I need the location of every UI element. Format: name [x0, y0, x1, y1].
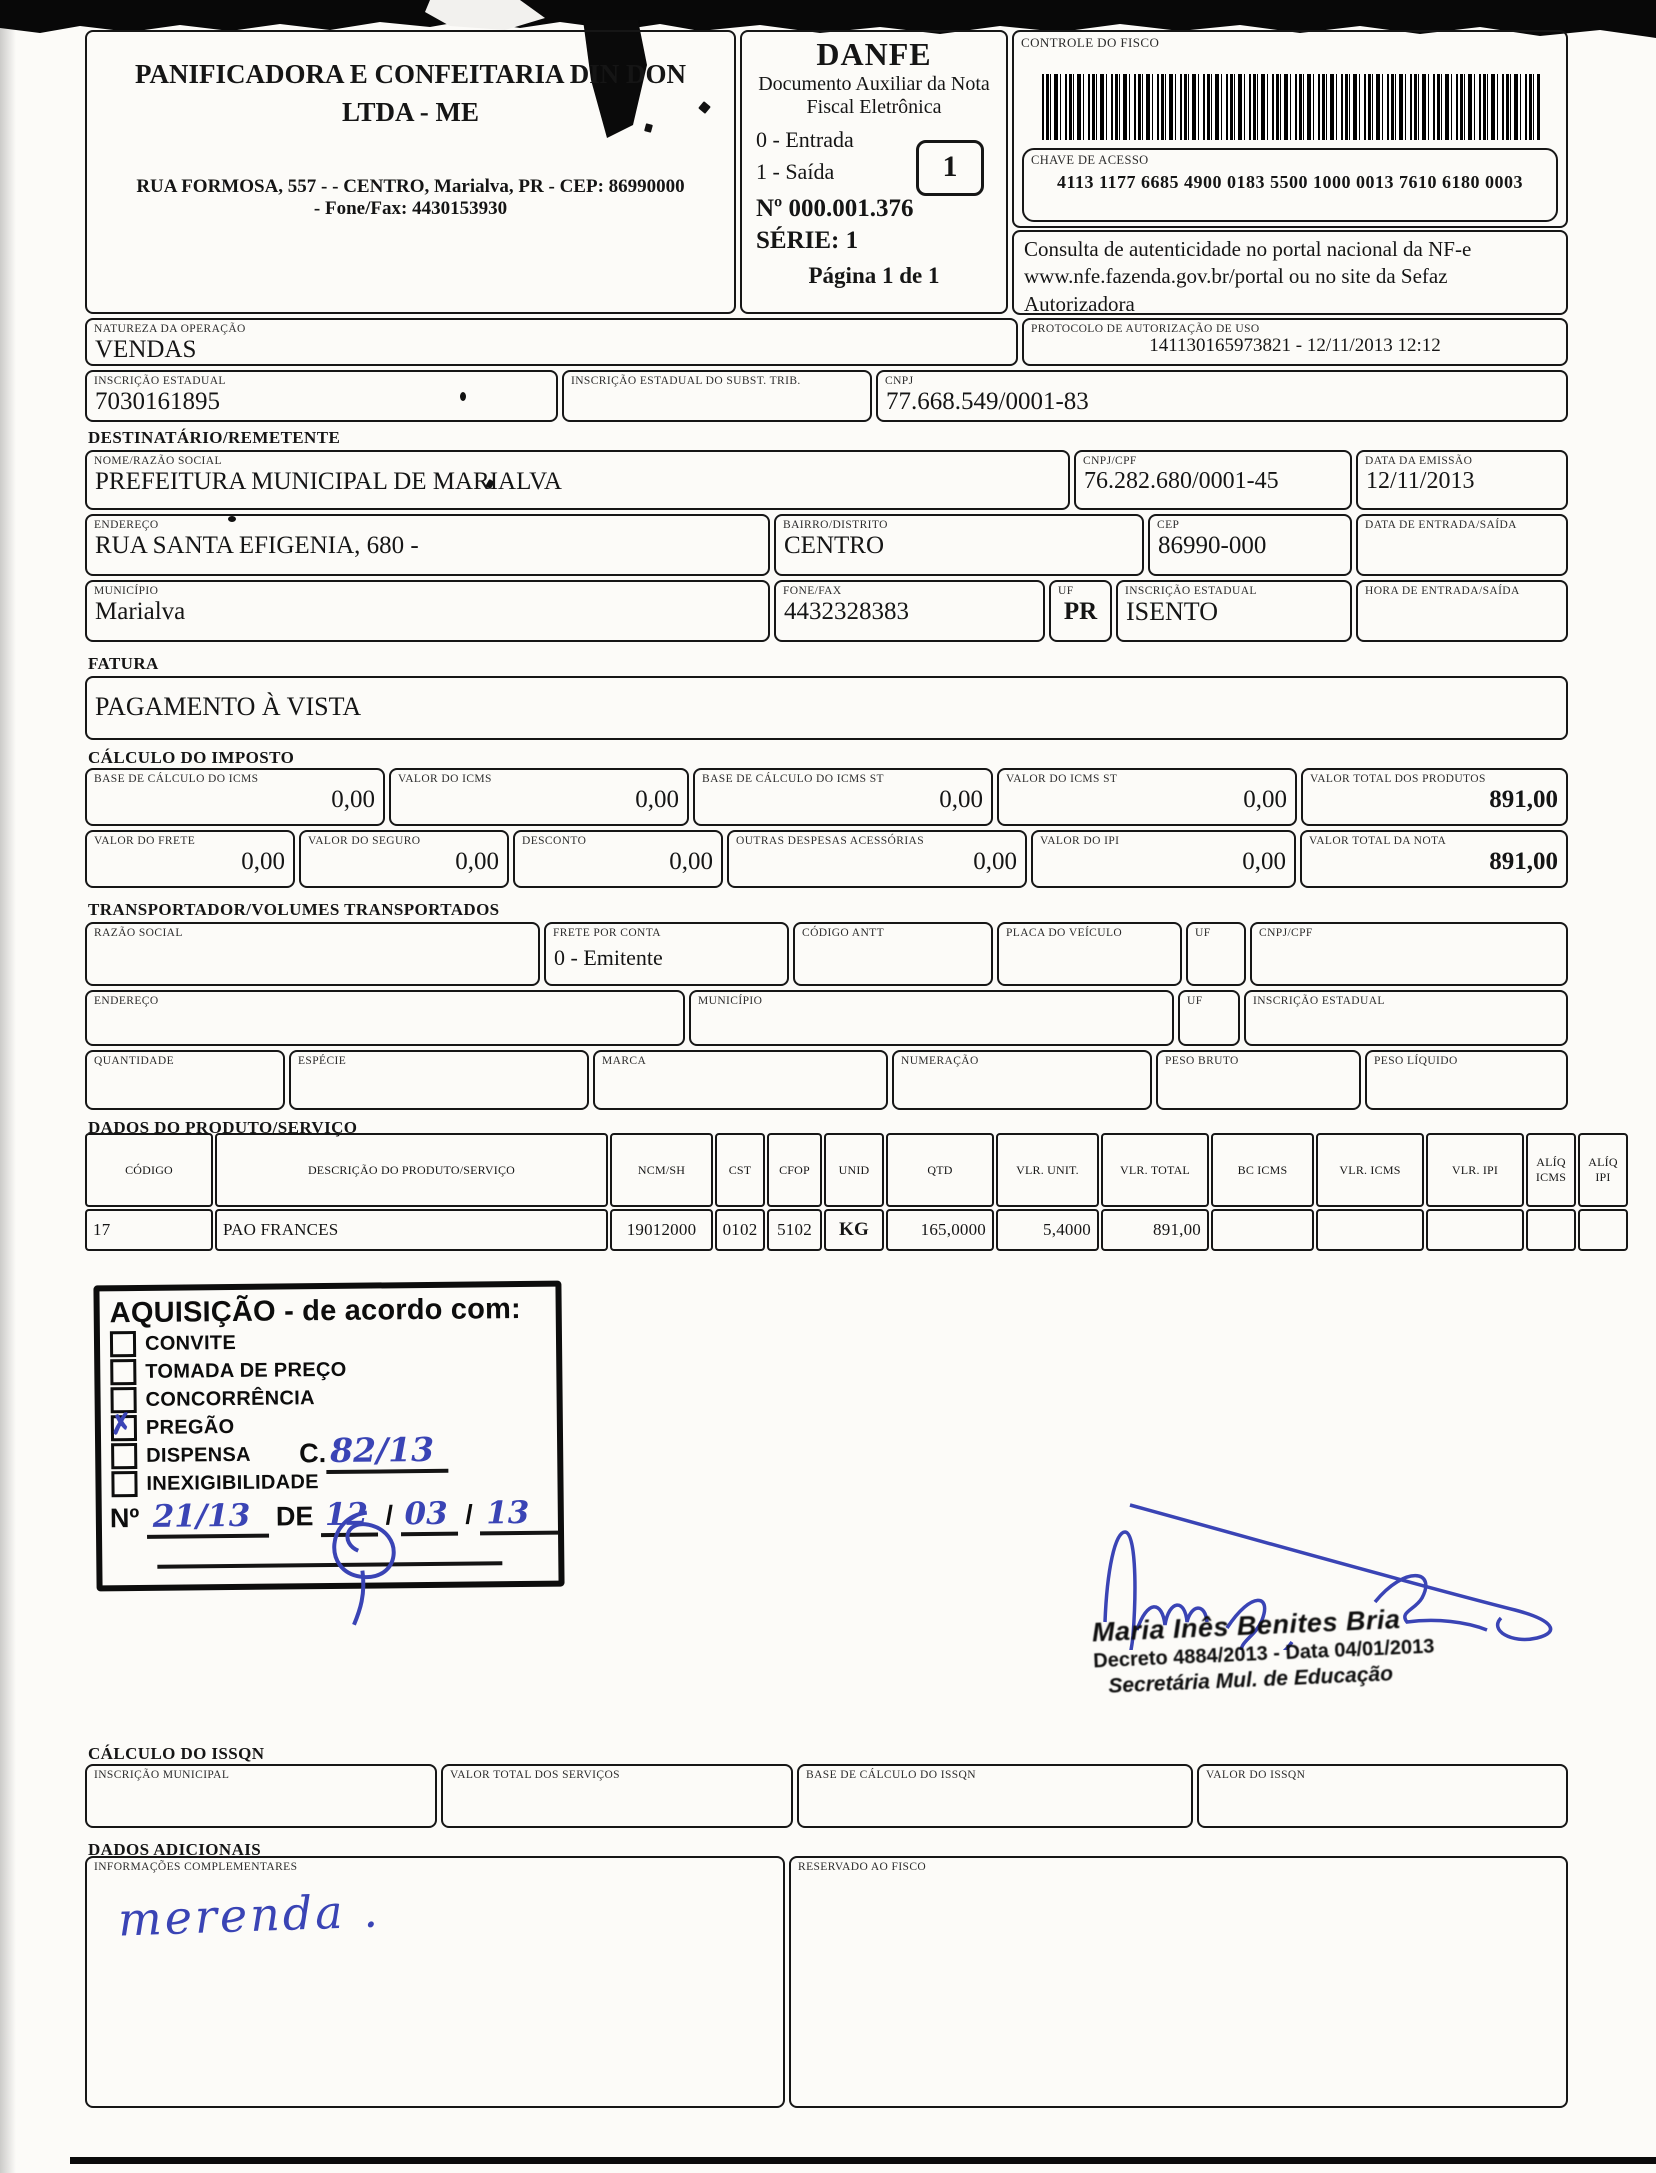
stamp-contract-entry	[299, 1430, 448, 1471]
section-produtos: DADOS DO PRODUTO/SERVIÇO	[88, 1118, 358, 1137]
acquisition-stamp	[93, 1281, 564, 1592]
checkbox-tomada[interactable]	[110, 1359, 136, 1385]
danfe-saida-option: 1 - Saída	[756, 159, 835, 184]
checkbox-label: DISPENSA	[146, 1443, 251, 1467]
cell-aliq-icms	[1526, 1209, 1576, 1251]
field-value	[1367, 1067, 1566, 1068]
consulta-box	[1012, 230, 1568, 315]
field-label: VALOR DO ICMS	[398, 773, 492, 785]
field-label: CNPJ/CPF	[1259, 927, 1313, 939]
year-handwritten: 13	[480, 1495, 558, 1536]
field-value: 0,00	[939, 786, 983, 813]
field-label: UF	[1058, 585, 1074, 597]
field-value	[1358, 531, 1566, 532]
field-value: Marialva	[95, 598, 186, 625]
field-transp-uf	[1186, 922, 1246, 986]
field-value: 77.668.549/0001-83	[886, 388, 1089, 415]
field-transp-municipio	[689, 990, 1174, 1046]
field-placa-veiculo	[997, 922, 1182, 986]
field-label: VALOR DO ISSQN	[1206, 1769, 1306, 1781]
field-value: VENDAS	[95, 336, 197, 363]
slash: /	[385, 1500, 394, 1531]
field-data-emissao	[1356, 450, 1568, 510]
product-table-header	[85, 1133, 1630, 1207]
field-value	[894, 1067, 1150, 1068]
field-value: RUA SANTA EFIGENIA, 680 -	[95, 532, 419, 559]
field-label: INSCRIÇÃO ESTADUAL	[1253, 995, 1385, 1007]
field-cnpj-destinatario	[1074, 450, 1352, 510]
field-peso-bruto	[1156, 1050, 1361, 1110]
field-label: BASE DE CÁLCULO DO ISSQN	[806, 1769, 976, 1781]
field-value: 891,00	[1489, 786, 1558, 813]
field-label: CNPJ	[885, 375, 914, 387]
field-numeracao	[892, 1050, 1152, 1110]
field-transp-razao	[85, 922, 540, 986]
field-label: NUMERAÇÃO	[901, 1055, 979, 1067]
field-cep	[1148, 514, 1352, 576]
field-value	[1358, 597, 1566, 598]
field-label: UF	[1195, 927, 1211, 939]
handwritten-note: merenda .	[117, 1883, 382, 1947]
field-cnpj-emitente	[876, 370, 1568, 422]
cell-unid: KG	[824, 1209, 884, 1251]
field-label: MUNICÍPIO	[698, 995, 763, 1007]
field-total-nota	[1300, 830, 1568, 888]
cell-qtd: 165,0000	[886, 1209, 994, 1251]
checkbox-pregao[interactable]	[107, 1407, 137, 1442]
field-value: 0,00	[241, 848, 285, 875]
field-value	[795, 939, 991, 940]
field-codigo-antt	[793, 922, 993, 986]
field-label: UF	[1187, 995, 1203, 1007]
signer-name: Maria Inês Benites Bria	[1091, 1604, 1402, 1648]
cell-vlr-ipi	[1426, 1209, 1524, 1251]
field-label: ENDEREÇO	[94, 519, 159, 531]
barcode	[1042, 74, 1540, 140]
field-label: RAZÃO SOCIAL	[94, 927, 183, 939]
field-value: PREFEITURA MUNICIPAL DE MARIALVA	[95, 468, 562, 495]
cell-vlr-total: 891,00	[1101, 1209, 1209, 1251]
col-aliq-ipi: ALÍQ IPI	[1578, 1133, 1628, 1207]
cell-cst: 0102	[715, 1209, 765, 1251]
field-value: 891,00	[1489, 848, 1558, 875]
field-value: PR	[1063, 598, 1098, 625]
col-qtd: QTD	[886, 1133, 994, 1207]
field-value	[87, 1067, 283, 1068]
field-value: 0,00	[635, 786, 679, 813]
col-cfop: CFOP	[767, 1133, 822, 1207]
field-value	[1180, 1007, 1238, 1008]
field-value	[1199, 1781, 1566, 1782]
field-value: 0,00	[1242, 848, 1286, 875]
field-label: DATA DE ENTRADA/SAÍDA	[1365, 519, 1517, 531]
field-ie-destinatario	[1116, 580, 1352, 642]
field-label: QUANTIDADE	[94, 1055, 175, 1067]
signer-decree: Decreto 4884/2013 - Data 04/01/2013	[1092, 1635, 1435, 1673]
field-value	[691, 1007, 1172, 1008]
field-label: INSCRIÇÃO ESTADUAL DO SUBST. TRIB.	[571, 375, 801, 387]
field-valor-seguro	[299, 830, 509, 888]
field-label: OUTRAS DESPESAS ACESSÓRIAS	[736, 835, 925, 847]
field-label: DESCONTO	[522, 835, 587, 847]
field-label: VALOR DO IPI	[1040, 835, 1120, 847]
section-calculo-imposto: CÁLCULO DO IMPOSTO	[88, 748, 295, 767]
field-value: CENTRO	[784, 532, 884, 559]
field-label: BASE DE CÁLCULO DO ICMS ST	[702, 773, 884, 785]
field-razao-social	[85, 450, 1070, 510]
field-label: HORA DE ENTRADA/SAÍDA	[1365, 585, 1520, 597]
checkbox-convite[interactable]	[110, 1331, 136, 1357]
danfe-page: Página 1 de 1	[808, 263, 940, 288]
field-label: NATUREZA DA OPERAÇÃO	[94, 323, 246, 335]
field-label: NOME/RAZÃO SOCIAL	[94, 455, 222, 467]
field-value	[799, 1781, 1191, 1782]
emitter-address-line2: - Fone/Fax: 4430153930	[313, 197, 508, 219]
access-key-value: 4113 1177 6685 4900 0183 5500 1000 0013 7610 6180 0003	[1056, 172, 1523, 192]
field-label: VALOR DO SEGURO	[308, 835, 421, 847]
number-handwritten: 21/13	[147, 1498, 269, 1539]
signature-block	[1075, 1470, 1595, 1740]
danfe-entrada-option: 0 - Entrada	[756, 127, 854, 152]
field-label: MARCA	[602, 1055, 647, 1067]
field-valor-frete	[85, 830, 295, 888]
consulta-text: Consulta de autenticidade no portal nacional da NF-e www.nfe.fazenda.gov.br/portal ou no site da Sefaz Autorizadora	[1024, 237, 1472, 316]
section-transportador: TRANSPORTADOR/VOLUMES TRANSPORTADOS	[88, 900, 500, 919]
field-desconto	[513, 830, 723, 888]
slash: /	[465, 1499, 473, 1530]
checkbox-label: CONVITE	[144, 1331, 237, 1355]
field-value	[1252, 939, 1566, 940]
field-label: CNPJ/CPF	[1083, 455, 1137, 467]
col-vlr-icms: VLR. ICMS	[1316, 1133, 1424, 1207]
checkbox-label: PREGÃO	[145, 1415, 235, 1439]
field-especie	[289, 1050, 589, 1110]
field-transp-cnpj	[1250, 922, 1568, 986]
field-inscricao-subst	[562, 370, 872, 422]
field-label: PESO LÍQUIDO	[1374, 1055, 1458, 1067]
cell-aliq-ipi	[1578, 1209, 1628, 1251]
col-ncm: NCM/SH	[610, 1133, 713, 1207]
col-cst: CST	[715, 1133, 765, 1207]
contract-prefix: C.	[299, 1438, 327, 1469]
field-value	[999, 939, 1180, 940]
col-bc-icms: BC ICMS	[1211, 1133, 1314, 1207]
access-key-box	[1022, 148, 1558, 222]
cell-bc-icms	[1211, 1209, 1314, 1251]
field-label: INSCRIÇÃO ESTADUAL	[1125, 585, 1257, 597]
field-outras-despesas	[727, 830, 1027, 888]
field-frete-conta	[544, 922, 789, 986]
field-endereco	[85, 514, 770, 576]
field-label: ENDEREÇO	[94, 995, 159, 1007]
field-peso-liquido	[1365, 1050, 1568, 1110]
stamp-option-convite	[110, 1326, 546, 1359]
field-value	[564, 387, 870, 388]
field-label: CEP	[1157, 519, 1180, 531]
field-base-issqn	[797, 1764, 1193, 1828]
field-value	[87, 939, 538, 940]
field-value: ISENTO	[1126, 597, 1218, 626]
field-uf-destinatario	[1049, 580, 1112, 642]
field-valor-ipi	[1031, 830, 1296, 888]
checkbox-label: CONCORRÊNCIA	[145, 1386, 315, 1411]
field-value: 12/11/2013	[1366, 468, 1475, 494]
danfe-series: SÉRIE: 1	[756, 227, 859, 254]
de-label: DE	[275, 1501, 314, 1532]
field-label: FRETE POR CONTA	[553, 927, 661, 939]
day-handwritten: 12	[321, 1496, 379, 1537]
field-value: 4432328383	[784, 598, 909, 625]
cell-descricao: PAO FRANCES	[215, 1209, 608, 1251]
danfe-title: DANFE	[816, 36, 932, 72]
field-hora-entrada	[1356, 580, 1568, 642]
field-label: VALOR DO FRETE	[94, 835, 196, 847]
field-label: PROTOCOLO DE AUTORIZAÇÃO DE USO	[1031, 323, 1260, 335]
field-value: 0 - Emitente	[554, 945, 663, 970]
field-value: 0,00	[455, 848, 499, 875]
field-label: VALOR TOTAL DA NOTA	[1309, 835, 1447, 847]
field-label: FONE/FAX	[783, 585, 842, 597]
col-codigo: CÓDIGO	[85, 1133, 213, 1207]
cell-cfop: 5102	[767, 1209, 822, 1251]
field-value: 0,00	[1243, 786, 1287, 813]
field-value: 7030161895	[95, 388, 220, 415]
field-inscricao-estadual	[85, 370, 558, 422]
section-issqn: CÁLCULO DO ISSQN	[88, 1744, 265, 1763]
field-value: 0,00	[669, 848, 713, 875]
field-total-servicos	[441, 1764, 793, 1828]
field-label: BASE DE CÁLCULO DO ICMS	[94, 773, 259, 785]
stamp-option-concorrencia	[110, 1382, 546, 1415]
field-valor-issqn	[1197, 1764, 1568, 1828]
field-label: ESPÉCIE	[298, 1055, 347, 1067]
field-reservado-fisco	[789, 1856, 1568, 2108]
field-transp-endereco	[85, 990, 685, 1046]
field-value	[1158, 1067, 1359, 1068]
field-label: VALOR DO ICMS ST	[1006, 773, 1118, 785]
field-value	[443, 1781, 791, 1782]
field-value: 0,00	[973, 848, 1017, 875]
field-value	[87, 1781, 435, 1782]
stamp-title: AQUISIÇÃO - de acordo com:	[109, 1292, 522, 1330]
field-fone-fax	[774, 580, 1045, 642]
scan-bottom-edge	[70, 2157, 1656, 2164]
col-descricao: DESCRIÇÃO DO PRODUTO/SERVIÇO	[215, 1133, 608, 1207]
emitter-address-line1: RUA FORMOSA, 557 - - CENTRO, Marialva, PR - CEP: 86990000	[136, 175, 685, 197]
field-value: 0,00	[331, 786, 375, 813]
danfe-subtitle: Documento Auxiliar da Nota Fiscal Eletrônica	[758, 73, 990, 118]
emitter-name: PANIFICADORA E CONFEITARIA DIN DON LTDA - ME	[134, 59, 687, 127]
cell-vlr-unit: 5,4000	[996, 1209, 1099, 1251]
cell-ncm: 19012000	[610, 1209, 713, 1251]
field-value: PAGAMENTO À VISTA	[95, 692, 362, 721]
field-quantidade	[85, 1050, 285, 1110]
fisco-label: CONTROLE DO FISCO	[1021, 35, 1160, 50]
check-mark: ✗	[107, 1407, 135, 1442]
field-marca	[593, 1050, 888, 1110]
field-transp-uf2	[1178, 990, 1240, 1046]
month-handwritten: 03	[400, 1496, 458, 1537]
field-value	[1188, 939, 1244, 940]
field-protocolo	[1022, 318, 1568, 366]
field-value	[87, 1007, 683, 1008]
signer-role: Secretária Mul. de Educação	[1107, 1662, 1394, 1698]
field-label: INSCRIÇÃO MUNICIPAL	[94, 1769, 230, 1781]
danfe-tipo-box: 1	[916, 140, 984, 196]
section-dados-adicionais: DADOS ADICIONAIS	[88, 1840, 262, 1859]
col-aliq-icms: ALÍQ ICMS	[1526, 1133, 1576, 1207]
cell-vlr-icms	[1316, 1209, 1424, 1251]
field-label: INFORMAÇÕES COMPLEMENTARES	[94, 1861, 298, 1873]
field-value: 86990-000	[1158, 532, 1267, 559]
field-transp-ie	[1244, 990, 1568, 1046]
field-label: PLACA DO VEÍCULO	[1006, 927, 1123, 939]
product-table-row	[85, 1209, 1630, 1251]
field-value	[595, 1067, 886, 1068]
danfe-number: Nº 000.001.376	[756, 195, 914, 222]
number-prefix: Nº	[109, 1502, 140, 1534]
field-value	[291, 1067, 587, 1068]
emitter-box	[85, 30, 736, 314]
field-base-icms-st	[693, 768, 993, 826]
checkbox-label: INEXIGIBILIDADE	[146, 1470, 319, 1495]
field-value: 76.282.680/0001-45	[1084, 468, 1279, 494]
field-total-produtos	[1301, 768, 1568, 826]
field-value	[1246, 1007, 1566, 1008]
field-label: VALOR TOTAL DOS SERVIÇOS	[450, 1769, 620, 1781]
stamp-option-tomada	[110, 1354, 546, 1387]
access-key-label: CHAVE DE ACESSO	[1031, 153, 1149, 167]
contract-number-handwritten: 82/13	[326, 1430, 448, 1474]
checkbox-dispensa[interactable]	[111, 1443, 137, 1469]
field-label: DATA DA EMISSÃO	[1365, 455, 1473, 467]
field-label: VALOR TOTAL DOS PRODUTOS	[1310, 773, 1486, 785]
col-vlr-unit: VLR. UNIT.	[996, 1133, 1099, 1207]
col-unid: UNID	[824, 1133, 884, 1207]
section-destinatario: DESTINATÁRIO/REMETENTE	[88, 428, 341, 447]
field-natureza-operacao	[85, 318, 1018, 366]
field-fatura	[85, 676, 1568, 740]
field-bairro	[774, 514, 1144, 576]
field-municipio	[85, 580, 770, 642]
scan-edge-shadow	[0, 0, 16, 2173]
section-fatura: FATURA	[88, 654, 159, 673]
cell-codigo: 17	[85, 1209, 213, 1251]
field-data-entrada	[1356, 514, 1568, 576]
field-label: INSCRIÇÃO ESTADUAL	[94, 375, 226, 387]
signer-stamp	[1091, 1603, 1436, 1700]
field-label: PESO BRUTO	[1165, 1055, 1239, 1067]
field-label: BAIRRO/DISTRITO	[783, 519, 888, 531]
field-label: MUNICÍPIO	[94, 585, 159, 597]
field-label: CÓDIGO ANTT	[802, 927, 885, 939]
col-vlr-total: VLR. TOTAL	[1101, 1133, 1209, 1207]
field-label: RESERVADO AO FISCO	[798, 1861, 927, 1873]
field-valor-icms-st	[997, 768, 1297, 826]
checkbox-label: TOMADA DE PREÇO	[145, 1358, 347, 1383]
col-vlr-ipi: VLR. IPI	[1426, 1133, 1524, 1207]
field-value: 141130165973821 - 12/11/2013 12:12	[1149, 335, 1441, 356]
initials-scribble	[302, 1498, 433, 1629]
field-inscricao-municipal	[85, 1764, 437, 1828]
field-base-icms	[85, 768, 385, 826]
field-valor-icms	[389, 768, 689, 826]
danfe-panel	[740, 30, 1008, 314]
checkbox-inexigibilidade[interactable]	[111, 1471, 137, 1497]
